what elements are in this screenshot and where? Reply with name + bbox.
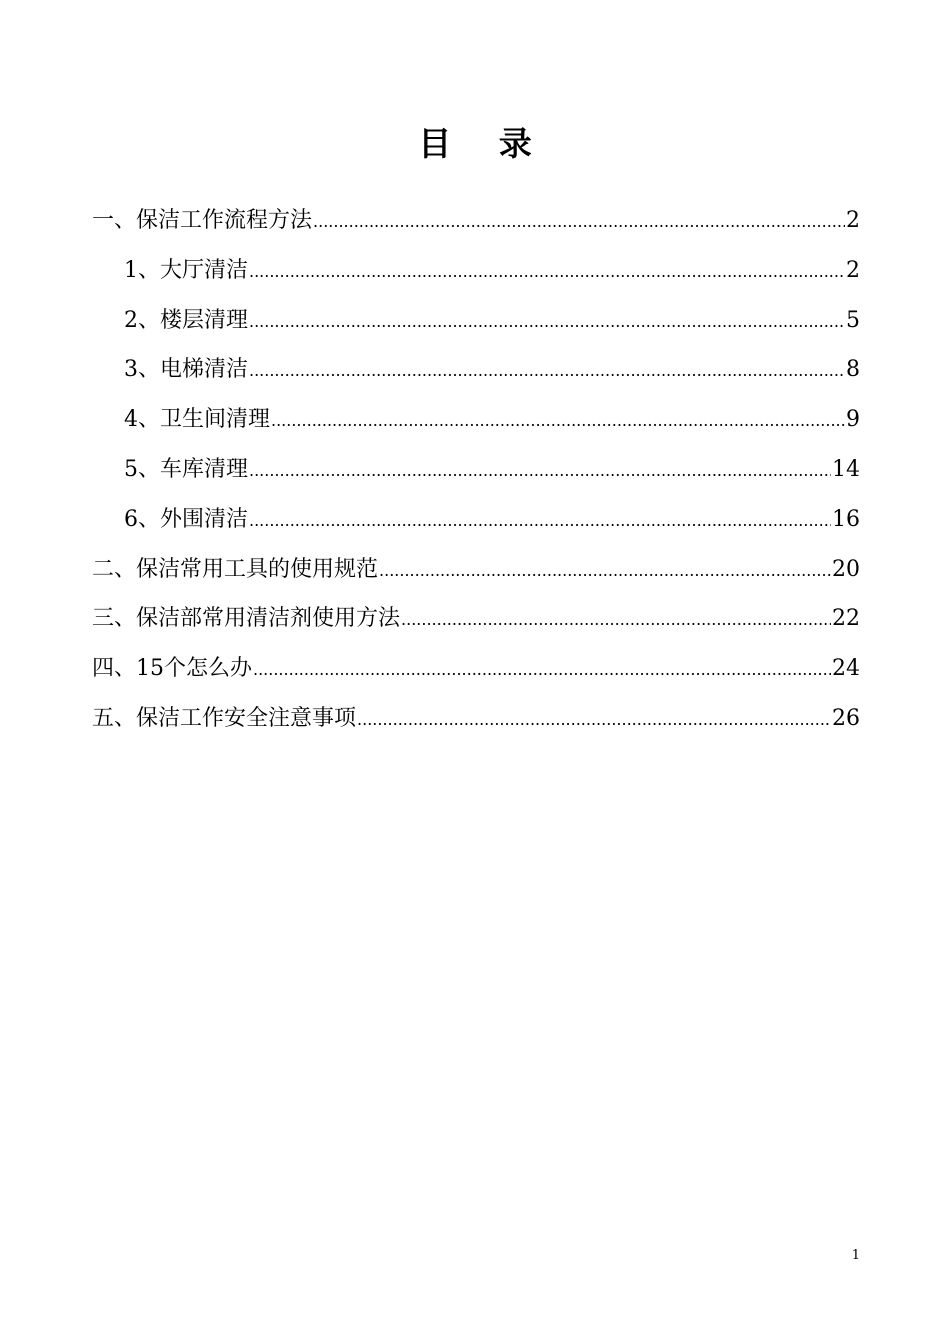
toc-entry-title: 二、保洁常用工具的使用规范 [92,556,379,582]
toc-page-number: 20 [832,556,860,582]
toc-entry-title: 2、楼层清理 [124,307,248,333]
toc-entry-title: 1、大厅清洁 [124,257,248,283]
toc-dot-leader [253,645,831,695]
toc-entry-title: 6、外围清洁 [124,506,248,532]
toc-dot-leader [271,396,845,446]
toc-entry-title: 一、保洁工作流程方法 [92,208,313,233]
toc-entry[interactable] [92,345,860,395]
toc-dot-leader [249,297,845,347]
toc-entry[interactable] [92,445,860,495]
toc-entry-title: 三、保洁部常用清洁剂使用方法 [92,606,401,632]
toc-entry[interactable] [92,246,860,296]
toc-dot-leader [249,346,845,396]
toc-dot-leader [249,446,831,496]
toc-entry-title: 五、保洁工作安全注意事项 [92,705,357,731]
toc-dot-leader [313,197,845,247]
toc-entry[interactable] [92,495,860,545]
toc-page-number: 9 [846,407,860,433]
page-footer-number: 1 [851,1248,860,1263]
table-of-contents [92,196,860,744]
toc-dot-leader [249,496,831,546]
toc-dot-leader [379,546,831,596]
toc-entry[interactable] [92,296,860,346]
toc-entry-title: 5、车库清理 [124,456,248,482]
toc-page-number: 14 [832,456,860,482]
toc-dot-leader [357,695,831,745]
toc-page-number: 22 [832,606,860,632]
toc-entry[interactable] [92,694,860,744]
toc-entry[interactable] [92,196,860,246]
toc-page-number: 16 [832,506,860,532]
toc-entry-title: 3、电梯清洁 [124,357,248,383]
toc-entry-title: 4、卫生间清理 [124,407,270,433]
toc-dot-leader [249,247,845,297]
toc-entry[interactable] [92,594,860,644]
toc-page-number: 2 [846,257,860,283]
toc-page-number: 2 [846,208,860,233]
toc-page-number: 8 [846,357,860,383]
toc-entry[interactable] [92,644,860,694]
toc-page-number: 26 [832,705,860,731]
toc-entry[interactable] [92,545,860,595]
toc-dot-leader [401,595,831,645]
toc-page-number: 24 [832,656,860,682]
toc-entry-title: 四、15个怎么办 [92,656,252,682]
toc-page-number: 5 [846,307,860,333]
page-title: 目 录 [418,124,550,164]
toc-entry[interactable] [92,395,860,445]
